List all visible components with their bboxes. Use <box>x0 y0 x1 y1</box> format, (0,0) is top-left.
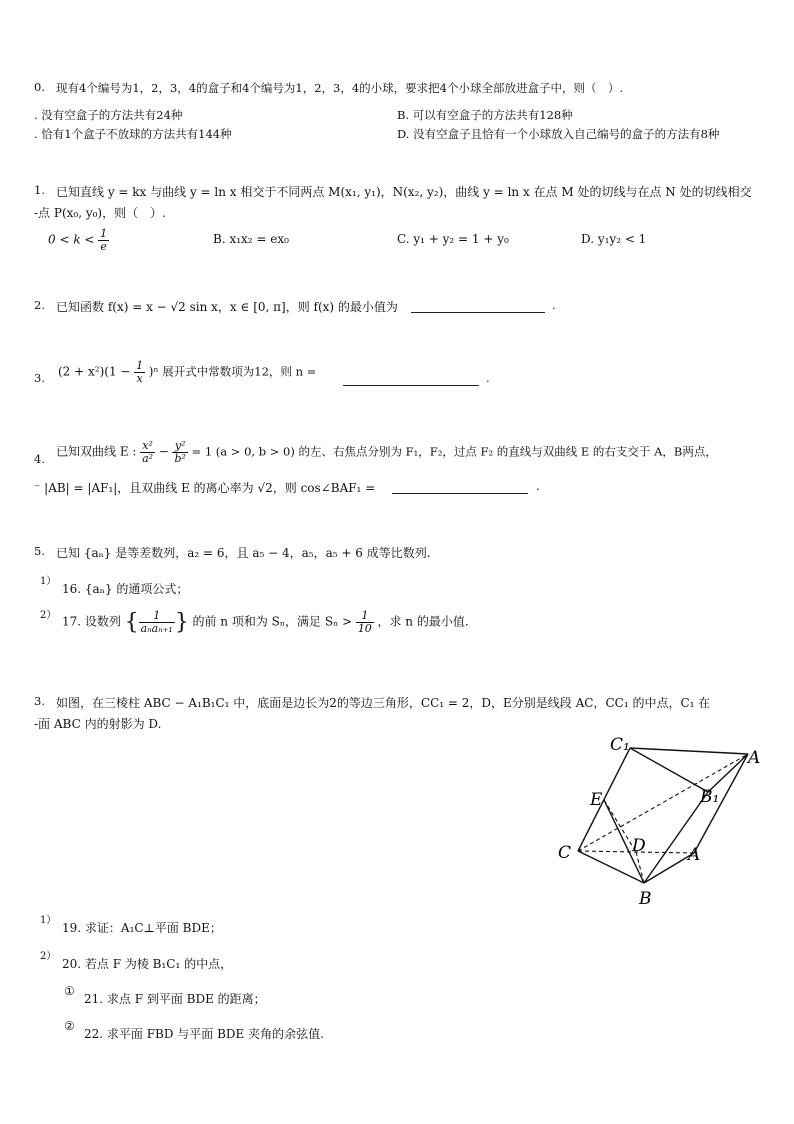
q18-sub2-mark: ② <box>64 1019 75 1033</box>
q14-fraction-y <box>172 440 187 465</box>
q10-stem: 现有4个编号为1，2，3，4的盒子和4个编号为1，2，3，4的小球，要求把4个小球全部放进盒子中，则（ ）. <box>56 81 624 95</box>
edge-b1-b <box>644 792 708 883</box>
fraction-numerator: 1 <box>100 227 108 240</box>
q11-option-d: D. y₁y₂ < 1 <box>581 232 647 246</box>
dashed-c-a1 <box>578 754 748 851</box>
q13-expr-part2: )ⁿ <box>148 364 159 379</box>
q15-part2-mid: 的前 n 项和为 Sₙ，满足 Sₙ > <box>192 614 353 629</box>
fraction-denominator: a² <box>142 452 154 465</box>
q18-part1: 19. 求证：A₁C⊥平面 BDE； <box>62 921 222 935</box>
q11-number: 1. <box>34 183 45 197</box>
q14-rest: = 1 (a > 0, b > 0) 的左、右焦点分别为 F₁，F₂，过点 F₂ 的直线与双曲线 E 的右支交于 A，B两点， <box>191 444 717 459</box>
q11-stem-line1: 已知直线 y = kx 与曲线 y = ln x 相交于不同两点 M(x₁, y₁)，N(x₂, y₂)，曲线 y = ln x 在点 M 处的切线与在点 N 处的切线相交 <box>56 185 752 199</box>
q13-expr-part1: (2 + x²)(1 − <box>58 364 131 379</box>
q18-sub1-mark: ① <box>64 984 75 998</box>
q15-number: 5. <box>34 544 45 558</box>
q15-stem: 已知 {aₙ} 是等差数列，a₂ = 6，且 a₅ − 4，a₅，a₅ + 6 成等比数列. <box>56 546 431 560</box>
q11-option-a-fraction <box>98 228 109 253</box>
fraction-numerator: 1 <box>136 359 144 372</box>
q15-seq-fraction <box>139 610 175 635</box>
label-b: B <box>639 889 652 909</box>
q18-number: 3. <box>34 694 45 708</box>
q14-fraction-x <box>140 440 155 465</box>
q11-option-b: B. x₁x₂ = ex₀ <box>213 232 289 246</box>
q14-line1 <box>56 440 717 465</box>
edge-c1-a1 <box>630 748 748 754</box>
q18-part2: 20. 若点 F 为棱 B₁C₁ 的中点， <box>62 957 233 971</box>
q10-option-d: D. 没有空盒子且恰有一个小球放入自己编号的盒子的方法有8种 <box>397 127 720 141</box>
q11-option-a-prefix: 0 < k < <box>48 232 95 247</box>
label-b1: B₁ <box>700 787 720 807</box>
q14-minus: − <box>158 444 169 459</box>
q12-end: . <box>552 298 556 312</box>
prism-figure <box>548 730 768 912</box>
q14-answer-blank <box>392 481 528 494</box>
q15-part2: 17. 设数列 { $\frac{1}{\text{aₙaₙ₊₁}}$ } 的前 n 项和为 Sₙ，满足 Sₙ > $\frac{1}{10}$ ，求 n 的最小值. <box>62 609 469 635</box>
q10-option-a: . 没有空盒子的方法共有24种 <box>34 108 183 122</box>
q18-part2-mark: 2） <box>40 951 57 962</box>
label-c: C <box>558 843 572 863</box>
q18-part1-mark: 1） <box>40 915 57 926</box>
q10-option-c: . 恰有1个盒子不放球的方法共有144种 <box>34 127 232 141</box>
q14-line2: ⁻ |AB| = |AF₁|，且双曲线 E 的离心率为 √2，则 cos∠BAF₁ = <box>34 481 376 495</box>
q13-end: . <box>486 371 490 385</box>
fraction-denominator: 10 <box>357 622 372 635</box>
fraction-denominator: e <box>100 240 107 253</box>
fraction-denominator: b² <box>174 452 186 465</box>
q11-option-c: C. y₁ + y₂ = 1 + y₀ <box>397 232 509 246</box>
fraction-numerator: x² <box>140 440 155 453</box>
q13-answer-blank <box>343 373 479 386</box>
q12-number: 2. <box>34 298 45 312</box>
q10-option-b: B. 可以有空盒子的方法共有128种 <box>397 108 573 122</box>
q14-number: 4. <box>34 452 45 466</box>
q10-number: 0. <box>34 80 45 94</box>
q15-part1-mark: 1） <box>40 576 57 587</box>
fraction-numerator: y² <box>172 440 187 453</box>
q18-sub2: 22. 求平面 FBD 与平面 BDE 夹角的余弦值. <box>84 1027 324 1041</box>
q15-bound-fraction <box>356 610 374 635</box>
q15-part1: 16. {aₙ} 的通项公式； <box>62 582 189 596</box>
q13-fraction <box>134 360 145 385</box>
label-a: A <box>688 845 701 865</box>
q11-stem-line2: -点 P(x₀, y₀)，则（ ）. <box>34 206 166 220</box>
q14-lead: 已知双曲线 E : <box>56 444 137 459</box>
q12-text: 已知函数 f(x) = x − √2 sin x，x ∈ [0, π]，则 f(x) 的最小值为 <box>56 300 398 314</box>
fraction-numerator: 1 <box>356 610 374 623</box>
label-d: D <box>632 836 646 856</box>
q15-part2-lead: 17. 设数列 <box>62 614 121 629</box>
edge-c1-b1 <box>630 748 708 792</box>
fraction-denominator: aₙaₙ₊₁ <box>140 622 173 635</box>
q15-part2-mark: 2） <box>40 610 57 621</box>
q15-part2-tail: ，求 n 的最小值. <box>377 614 469 629</box>
q18-stem-line2: -面 ABC 内的射影为 D. <box>34 717 162 731</box>
q13-expression <box>58 360 316 385</box>
fraction-denominator: x <box>136 372 143 385</box>
q18-stem-line1: 如图，在三棱柱 ABC − A₁B₁C₁ 中，底面是边长为2的等边三角形，CC₁ = 2，D，E分别是线段 AC，CC₁ 的中点，C₁ 在 <box>56 696 711 710</box>
q18-sub1: 21. 求点 F 到平面 BDE 的距离； <box>84 992 266 1006</box>
q13-number: 3. <box>34 371 45 385</box>
q14-end: . <box>536 479 540 493</box>
q11-option-a <box>48 228 109 253</box>
fraction-numerator: 1 <box>139 610 175 623</box>
label-a1: A <box>748 748 761 768</box>
q12-answer-blank <box>411 300 545 313</box>
q13-text: 展开式中常数项为12，则 n = <box>162 364 317 379</box>
label-c1: C₁ <box>610 735 630 755</box>
label-e: E <box>590 790 603 810</box>
edge-b-a <box>644 853 694 883</box>
